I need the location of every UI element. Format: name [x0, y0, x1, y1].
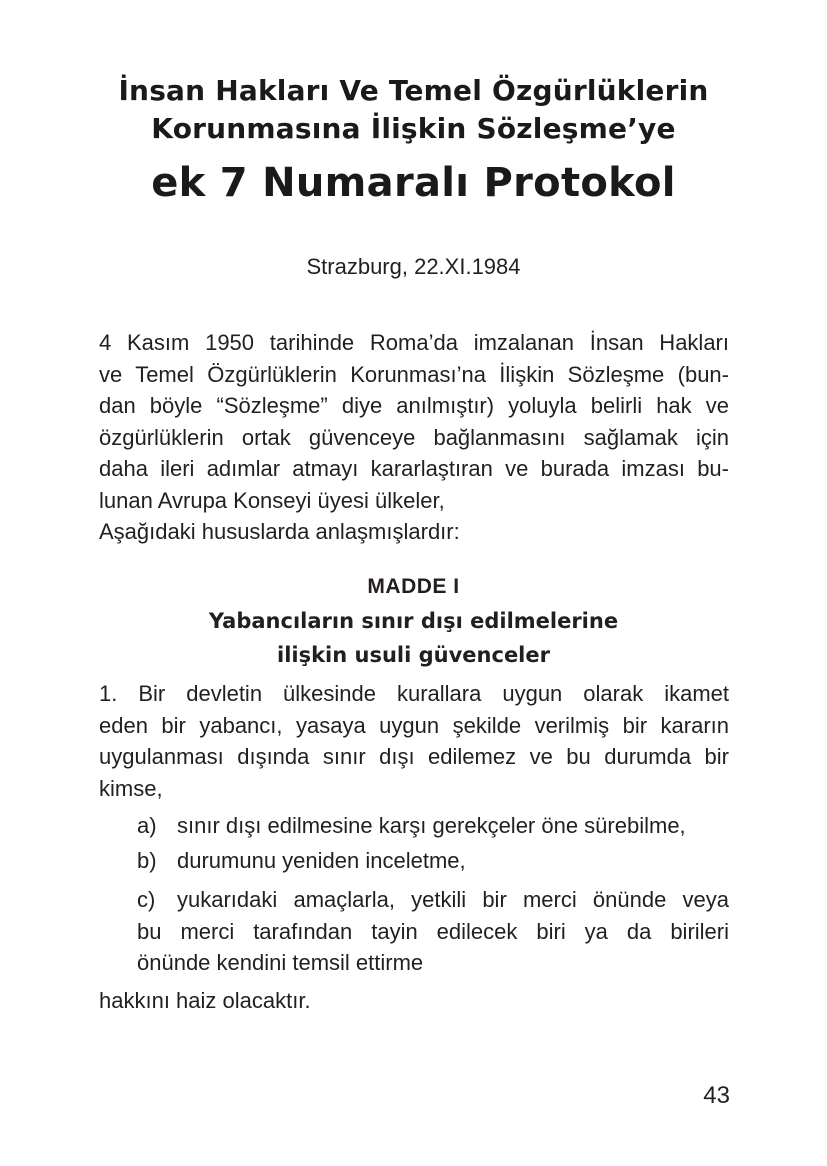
preamble-paragraph	[99, 327, 729, 516]
title-line-3: ek 7 Numaralı Protokol	[151, 160, 676, 206]
article-paragraph	[99, 678, 729, 804]
preamble-line: lunan Avrupa Konseyi üyesi ülkeler,	[99, 487, 445, 513]
preamble-line: dan böyle “Sözleşme” diye anılmıştır) yoluyla belirli hak ve	[99, 393, 729, 418]
agreement-sentence: Aşağıdaki hususlarda anlaşmışlardır:	[99, 519, 460, 544]
page-number: 43	[703, 1082, 730, 1109]
preamble-line: ve Temel Özgürlüklerin Korunması’na İlişkin Sözleşme (bun-	[99, 361, 729, 387]
preamble-line: özgürlüklerin ortak güvenceye bağlanmasını sağlamak için	[99, 424, 729, 450]
list-item-label: a)	[137, 813, 157, 838]
article-line: 1. Bir devletin ülkesinde kurallara uygun olarak ikamet	[99, 681, 729, 706]
article-line: kimse,	[99, 775, 163, 801]
article-subtitle-line-1: Yabancıların sınır dışı edilmelerine	[208, 609, 619, 633]
preamble-line: 4 Kasım 1950 tarihinde Roma’da imzalanan İnsan Hakları	[99, 330, 729, 355]
list-item-b	[137, 845, 729, 877]
title-line-2: Korunmasına İlişkin Sözleşme’ye	[151, 112, 676, 145]
title-line-1: İnsan Hakları Ve Temel Özgürlüklerin	[118, 74, 709, 107]
preamble-line: daha ileri adımlar atmayı kararlaştıran ve burada imzası bu-	[99, 456, 729, 481]
place-date: Strazburg, 22.XI.1984	[306, 254, 521, 279]
list-item-c	[137, 884, 729, 979]
closing-sentence: hakkını haiz olacaktır.	[99, 988, 311, 1013]
list-item-line: önünde kendini temsil ettirme	[137, 950, 424, 975]
list-item-label: b)	[137, 848, 157, 873]
list-item-line: bu merci tarafından tayin edilecek biri ya da birileri	[137, 918, 729, 944]
list-item-text: durumunu yeniden inceletme,	[177, 848, 466, 873]
article-line: eden bir yabancı, yasaya uygun şekilde verilmiş bir kararın	[99, 712, 729, 738]
list-item-text: sınır dışı edilmesine karşı gerekçeler öne sürebilme,	[177, 813, 686, 838]
list-item-a	[137, 810, 729, 842]
article-heading: MADDE I	[367, 575, 460, 598]
article-subtitle-line-2: ilişkin usuli güvenceler	[277, 643, 550, 667]
list-item-text: yukarıdaki amaçlarla, yetkili bir merci önünde veya	[177, 887, 729, 912]
article-line: uygulanması dışında sınır dışı edilemez ve bu durumda bir	[99, 744, 729, 769]
list-item-label: c)	[137, 887, 156, 912]
list-item-line	[137, 884, 729, 916]
